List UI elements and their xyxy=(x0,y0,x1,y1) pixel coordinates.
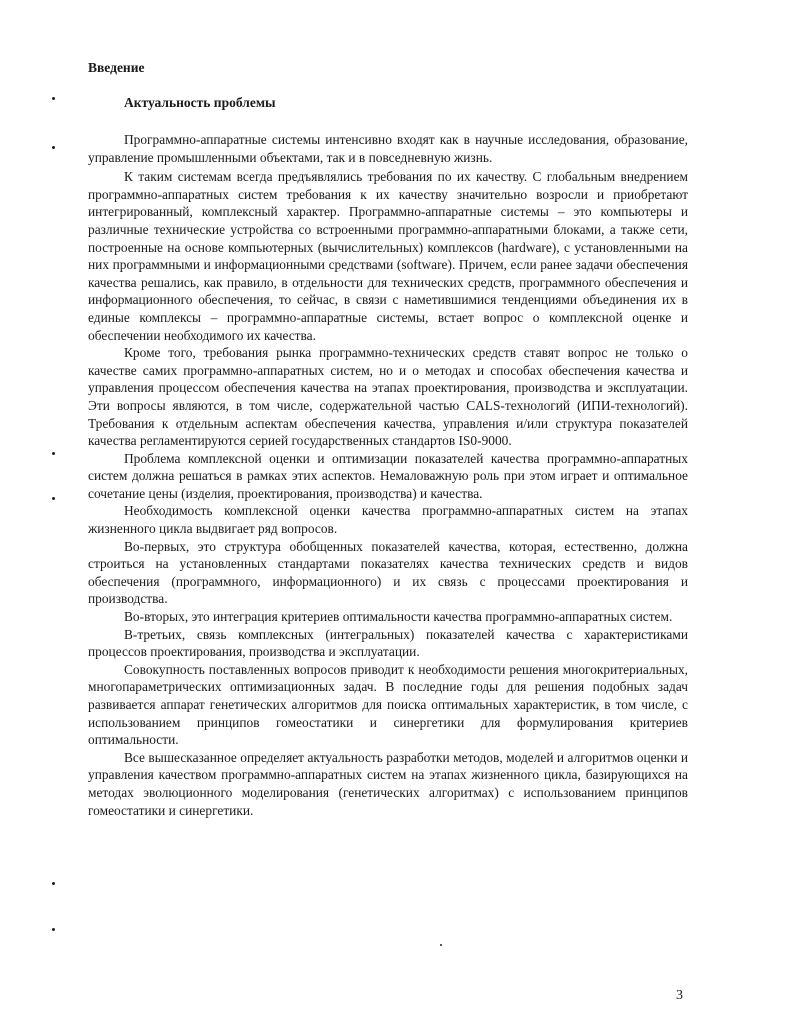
scan-speck xyxy=(52,146,55,149)
scan-speck xyxy=(52,452,55,455)
page-number: 3 xyxy=(676,988,683,1003)
paragraph: Во-вторых, это интеграция критериев оптимальности качества программно-аппаратных систем. xyxy=(124,609,673,625)
scan-speck xyxy=(440,944,442,946)
body-text xyxy=(88,131,688,819)
paragraph: Все вышесказанное определяет актуальность разработки методов, моделей и алгоритмов оценки и управления качеством программно-аппаратных систем на этапах жизненного цикла, базирующихся на методах эволюционного моделирования (генетических алгоритмах) с использованием принципов гомеостатики и синергетики. xyxy=(88,749,688,818)
scan-speck xyxy=(52,497,55,500)
scan-speck xyxy=(52,882,55,885)
paragraph: Проблема комплексной оценки и оптимизации показателей качества программно-аппаратных систем должна решаться в рамках этих аспектов. Немаловажную роль при этом играет и оптимальное сочетание цены (изделия, проектирования, производства) и качества. xyxy=(88,450,688,501)
paragraph: Необходимость комплексной оценки качества программно-аппаратных систем на этапах жизненного цикла выдвигает ряд вопросов. xyxy=(88,503,688,537)
section-heading-introduction: Введение xyxy=(88,60,145,75)
paragraph: Совокупность поставленных вопросов приводит к необходимости решения многокритериальных, многопараметрических оптимизационных задач. В последние годы для решения подобных задач развивается аппарат генетических алгоритмов для поиска оптимальных характеристик, в том числе, с использованием принципов гомеостатики и синергетики для формулирования критериев оптимальности. xyxy=(88,661,688,748)
scan-speck xyxy=(52,928,55,931)
paragraph: Программно-аппаратные системы интенсивно входят как в научные исследования, образование, управление промышленными объектами, так и в повседневную жизнь. xyxy=(88,132,688,165)
subsection-heading-relevance: Актуальность проблемы xyxy=(124,95,276,110)
scan-speck xyxy=(52,97,55,100)
paragraph: В-третьих, связь комплексных (интегральных) показателей качества с характеристиками процессов проектирования, производства и эксплуатации. xyxy=(88,626,688,660)
paragraph: Во-первых, это структура обобщенных показателей качества, которая, естественно, должна строиться на установленных стандартами показателях качества технических средств и видов обеспечения (программного, информационного) и их связь с процессами проектирования и производства. xyxy=(88,538,688,607)
paragraph: Кроме того, требования рынка программно-технических средств ставят вопрос не только о качестве самих программно-аппаратных систем, но и о методах и способах обеспечения качества и управления процессом обеспечения качества на этапах проектирования, производства и эксплуатации. Эти вопросы являются, в том числе, содержательной частью CALS-технологий (ИПИ-технологий). Требования к отдельным аспектам обеспечения качества, управления и/или структура показателей качества регламентируются серией государственных стандартов IS0-9000. xyxy=(88,345,688,449)
paragraph: К таким системам всегда предъявлялись требования по их качеству. С глобальным внедрением программно-аппаратных систем требования к их качеству значительно возросли и приобретают интегрированный, комплексный характер. Программно-аппаратные системы – это компьютеры и различные технические устройства со встроенными программно-аппаратными блоками, а также сети, построенные на основе компьютерных (вычислительных) комплексов (hardware), с установленными на них программными и информационными средствами (software). Причем, если ранее задачи обеспечения качества решались, как правило, в отдельности для технических средств, программного обеспечения и информационного обеспечения, то сейчас, в связи с наметившимися тенденциями объединения их в единые комплексы – программно-аппаратные системы, встает вопрос о комплексной оценке и обеспечении необходимого их качества. xyxy=(88,169,688,343)
